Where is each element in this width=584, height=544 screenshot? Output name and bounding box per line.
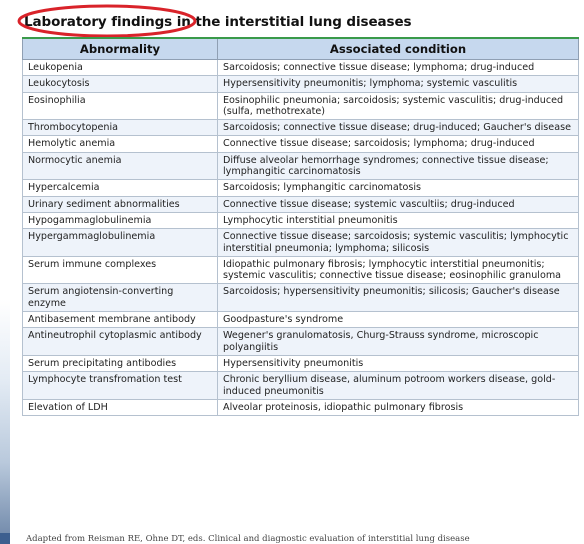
header-associated-condition: Associated condition [218, 38, 579, 60]
table-title: Laboratory findings in the interstitial lung diseases [24, 14, 412, 30]
cell-associated-condition: Goodpasture's syndrome [218, 312, 579, 328]
cell-abnormality: Hypogammaglobulinemia [23, 212, 218, 228]
table-row [23, 136, 579, 152]
cell-associated-condition: Wegener's granulomatosis, Churg-Strauss syndrome, microscopic polyangiitis [218, 328, 579, 356]
table-row [23, 399, 579, 415]
cell-associated-condition: Idiopathic pulmonary fibrosis; lymphocytic interstitial pneumonitis; systemic vasculitis; connective tissue disease; eosinophilic granuloma [218, 256, 579, 284]
document-page [10, 0, 584, 544]
cell-associated-condition: Lymphocytic interstitial pneumonitis [218, 212, 579, 228]
table-row [23, 229, 579, 257]
cell-associated-condition: Connective tissue disease; sarcoidosis; systemic vasculitis; lymphocytic interstitial pneumonia; lymphoma; silicosis [218, 229, 579, 257]
table-row [23, 60, 579, 76]
background-gradient-strip [0, 0, 10, 544]
table-row [23, 312, 579, 328]
cell-abnormality: Lymphocyte transfromation test [23, 372, 218, 400]
findings-table [22, 37, 579, 416]
cell-abnormality: Leukopenia [23, 60, 218, 76]
cell-associated-condition: Alveolar proteinosis, idiopathic pulmonary fibrosis [218, 399, 579, 415]
cell-associated-condition: Sarcoidosis; connective tissue disease; lymphoma; drug-induced [218, 60, 579, 76]
cell-abnormality: Hypergammaglobulinemia [23, 229, 218, 257]
table-row [23, 196, 579, 212]
cell-abnormality: Serum immune complexes [23, 256, 218, 284]
table-body [23, 60, 579, 416]
cell-associated-condition: Connective tissue disease; sarcoidosis; lymphoma; drug-induced [218, 136, 579, 152]
table-row [23, 328, 579, 356]
cell-abnormality: Hypercalcemia [23, 180, 218, 196]
table-row [23, 152, 579, 180]
cell-associated-condition: Diffuse alveolar hemorrhage syndromes; connective tissue disease; lymphangitic carcinomatosis [218, 152, 579, 180]
table-row [23, 76, 579, 92]
table-row [23, 355, 579, 371]
cell-abnormality: Thrombocytopenia [23, 120, 218, 136]
cell-abnormality: Eosinophilia [23, 92, 218, 120]
cell-associated-condition: Connective tissue disease; systemic vascultiis; drug-induced [218, 196, 579, 212]
cell-abnormality: Urinary sediment abnormalities [23, 196, 218, 212]
table-header-row [23, 38, 579, 60]
table-row [23, 256, 579, 284]
cell-associated-condition: Eosinophilic pneumonia; sarcoidosis; systemic vasculitis; drug-induced (sulfa, methotrexate) [218, 92, 579, 120]
table-row [23, 372, 579, 400]
cell-abnormality: Antineutrophil cytoplasmic antibody [23, 328, 218, 356]
highlight-oval-annotation [14, 2, 200, 40]
table-row [23, 212, 579, 228]
cell-abnormality: Normocytic anemia [23, 152, 218, 180]
slide-corner-mark [0, 533, 10, 544]
cell-associated-condition: Chronic beryllium disease, aluminum potroom workers disease, gold-induced pneumonitis [218, 372, 579, 400]
source-caption: Adapted from Reisman RE, Ohne DT, eds. Clinical and diagnostic evaluation of interstitial lung disease [26, 534, 470, 544]
cell-abnormality: Antibasement membrane antibody [23, 312, 218, 328]
table-row [23, 180, 579, 196]
cell-associated-condition: Sarcoidosis; lymphangitic carcinomatosis [218, 180, 579, 196]
cell-abnormality: Hemolytic anemia [23, 136, 218, 152]
cell-abnormality: Leukocytosis [23, 76, 218, 92]
table-row [23, 92, 579, 120]
cell-associated-condition: Hypersensitivity pneumonitis; lymphoma; systemic vasculitis [218, 76, 579, 92]
cell-abnormality: Serum precipitating antibodies [23, 355, 218, 371]
table-row [23, 120, 579, 136]
cell-abnormality: Serum angiotensin-converting enzyme [23, 284, 218, 312]
header-abnormality: Abnormality [23, 38, 218, 60]
table-row [23, 284, 579, 312]
cell-associated-condition: Hypersensitivity pneumonitis [218, 355, 579, 371]
cell-associated-condition: Sarcoidosis; hypersensitivity pneumonitis; silicosis; Gaucher's disease [218, 284, 579, 312]
cell-abnormality: Elevation of LDH [23, 399, 218, 415]
cell-associated-condition: Sarcoidosis; connective tissue disease; drug-induced; Gaucher's disease [218, 120, 579, 136]
